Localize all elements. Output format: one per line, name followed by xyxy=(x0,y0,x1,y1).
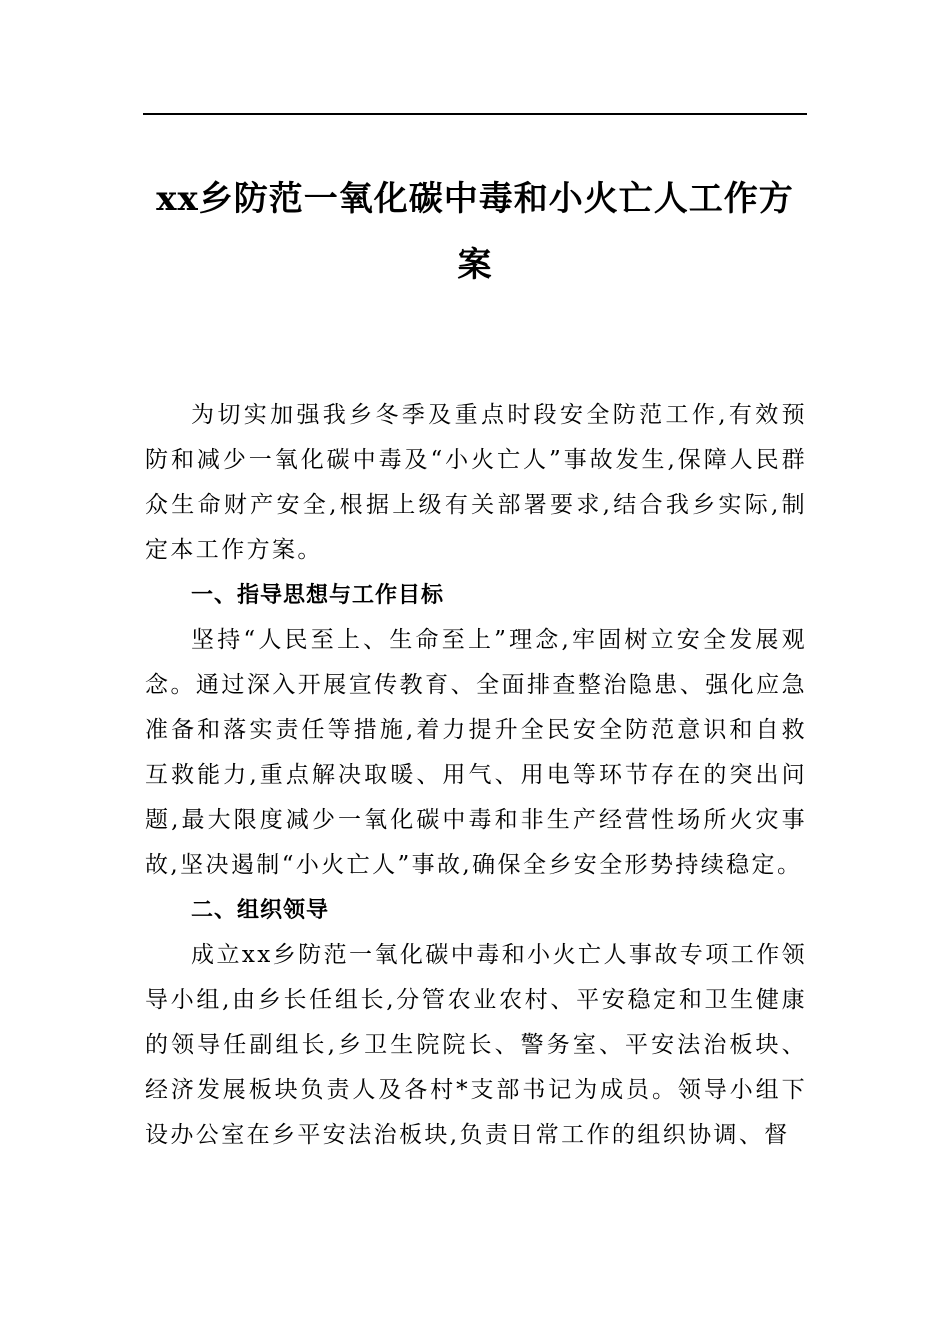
section-heading-organization: 二、组织领导 xyxy=(191,898,330,923)
organization-paragraph: 成立xx乡防范一氧化碳中毒和小火亡人事故专项工作领导小组,由乡长任组长,分管农业农村、平安稳定和卫生健康的领导任副组长,乡卫生院院长、警务室、平安法治板块、经济发展板块负责人及各村*支部书记为成员。领导小组下设办公室在乡平安法治板块,负责日常工作的组织协调、督 xyxy=(145,942,807,1148)
guiding-principles-paragraph: 坚持“人民至上、生命至上”理念,牢固树立安全发展观念。通过深入开展宣传教育、全面排查整治隐患、强化应急准备和落实责任等措施,着力提升全民安全防范意识和自救互救能力,重点解决取暖、用气、用电等环节存在的突出问题,最大限度减少一氧化碳中毒和非生产经营性场所火灾事故,坚决遏制“小火亡人”事故,确保全乡安全形势持续稳定。 xyxy=(145,627,807,878)
document-title: xx乡防范一氧化碳中毒和小火亡人工作方案 xyxy=(156,179,794,285)
intro-paragraph: 为切实加强我乡冬季及重点时段安全防范工作,有效预防和减少一氧化碳中毒及“小火亡人”事故发生,保障人民群众生命财产安全,根据上级有关部署要求,结合我乡实际,制定本工作方案。 xyxy=(145,402,807,563)
section-heading-guiding-principles: 一、指导思想与工作目标 xyxy=(191,583,445,608)
header-rule xyxy=(143,113,807,115)
document-body xyxy=(145,393,807,1158)
